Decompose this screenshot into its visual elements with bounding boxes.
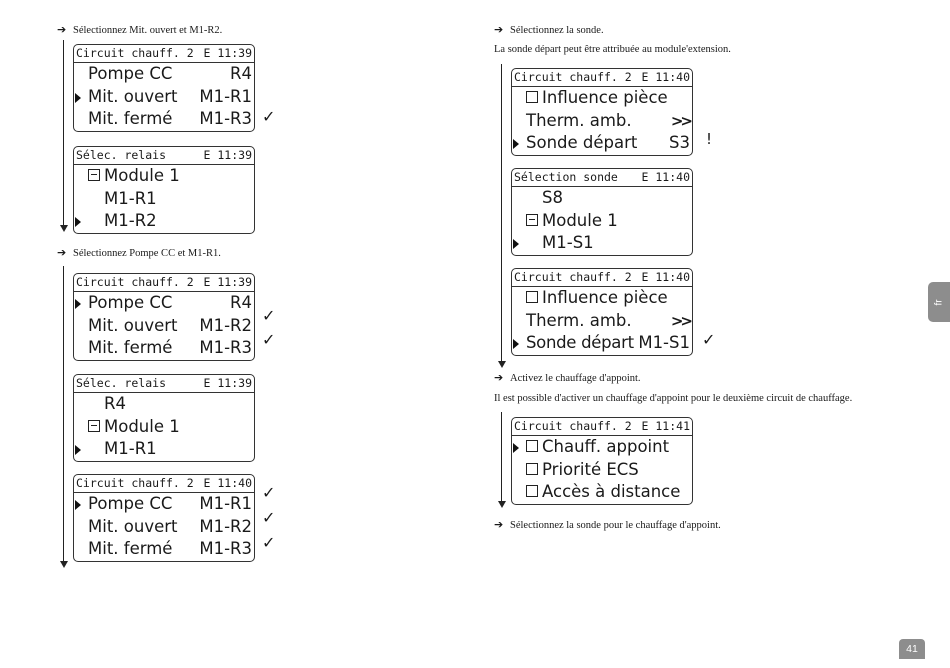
flow-arrow (501, 64, 502, 366)
instruction-4: ➔ Activez le chauffage d'appoint. (494, 371, 641, 384)
collapse-box-icon (526, 214, 538, 226)
screen-header: Circuit chauff. 2 E 11:41 (512, 418, 692, 436)
menu-row-selected: Sonde départ S3 (512, 132, 692, 155)
menu-row: Mit. fermé M1-R3 (88, 539, 252, 558)
checkbox-icon (526, 440, 538, 452)
collapse-box-icon (88, 420, 100, 432)
menu-row-selected: Sonde départ M1-S1 (512, 332, 692, 355)
note-1: La sonde départ peut être attribuée au module'extension. (494, 44, 731, 55)
screen-header: Sélec. relais E 11:39 (74, 147, 254, 165)
menu-row: Mit. ouvert M1-R2 (88, 516, 252, 536)
menu-row: Priorité ECS (512, 459, 692, 482)
menu-row: Therm. amb. >> (512, 310, 692, 333)
menu-row: Module 1 (74, 416, 254, 439)
menu-row: Influence pièce (512, 87, 692, 110)
display-screen-1 (73, 44, 255, 132)
menu-row: S8 (542, 188, 563, 207)
cursor-arrow-icon (75, 217, 81, 227)
checkbox-icon (526, 485, 538, 497)
flow-arrow (63, 266, 64, 566)
menu-row: Module 1 (74, 165, 254, 188)
instruction-3: ➔ Sélectionnez la sonde. (494, 23, 604, 36)
screen-header: Circuit chauff. 2 E 11:40 (74, 475, 254, 493)
display-screen-8 (511, 268, 693, 356)
display-screen-4 (73, 374, 255, 462)
arrow-right-icon: ➔ (57, 246, 67, 259)
warning-mark: ! (706, 130, 713, 148)
menu-row: Pompe CC R4 (88, 64, 252, 83)
cursor-arrow-icon (75, 299, 81, 309)
screen-header: Circuit chauff. 2 E 11:40 (512, 69, 692, 87)
display-screen-9 (511, 417, 693, 505)
menu-row-selected: Chauff. appoint (512, 436, 692, 459)
screen-header: Circuit chauff. 2 E 11:40 (512, 269, 692, 287)
menu-row-selected: Pompe CC R4 (74, 292, 254, 315)
page-number: 41 (899, 639, 925, 659)
arrow-right-icon: ➔ (494, 518, 504, 531)
menu-row-selected: Pompe CC M1-R1 (74, 493, 254, 516)
menu-row: Influence pièce (512, 287, 692, 310)
cursor-arrow-icon (513, 443, 519, 453)
checkmark-icon: ✓ (262, 483, 276, 502)
note-2: Il est possible d'activer un chauffage d'appoint pour le deuxième circuit de chauffage. (494, 393, 853, 404)
cursor-arrow-icon (75, 93, 81, 103)
instruction-5: ➔ Sélectionnez la sonde pour le chauffage d'appoint. (494, 518, 721, 531)
instruction-2: ➔ Sélectionnez Pompe CC et M1-R1. (57, 246, 221, 259)
cursor-arrow-icon (513, 239, 519, 249)
screen-header: Sélec. relais E 11:39 (74, 375, 254, 393)
display-screen-2 (73, 146, 255, 234)
display-screen-6 (511, 68, 693, 156)
menu-row: Mit. fermé M1-R3 (88, 109, 252, 128)
cursor-arrow-icon (513, 339, 519, 349)
screen-header: Sélection sonde E 11:40 (512, 169, 692, 187)
flow-arrow (501, 412, 502, 506)
menu-row: M1-R1 (104, 188, 157, 208)
display-screen-7 (511, 168, 693, 256)
screen-header: Circuit chauff. 2 E 11:39 (74, 274, 254, 292)
checkmark-icon: ✓ (262, 533, 276, 552)
double-chevron-icon: >> (670, 111, 690, 130)
instruction-1: ➔ Sélectionnez Mit. ouvert et M1-R2. (57, 23, 223, 36)
cursor-arrow-icon (75, 500, 81, 510)
menu-row: Module 1 (512, 210, 692, 233)
checkbox-icon (526, 463, 538, 475)
checkmark-icon: ✓ (262, 508, 276, 527)
display-screen-5 (73, 474, 255, 562)
collapse-box-icon (88, 169, 100, 181)
menu-row-selected: M1-R2 (74, 210, 254, 233)
arrow-right-icon: ➔ (57, 23, 67, 36)
checkmark-icon: ✓ (262, 107, 276, 126)
double-chevron-icon: >> (670, 311, 690, 330)
checkbox-icon (526, 291, 538, 303)
checkmark-icon: ✓ (262, 330, 276, 349)
display-screen-3 (73, 273, 255, 361)
cursor-arrow-icon (75, 445, 81, 455)
menu-row: Accès à distance (512, 481, 692, 504)
language-tab: fr (928, 282, 950, 322)
menu-row: R4 (104, 394, 126, 413)
menu-row-selected: M1-R1 (74, 438, 254, 461)
menu-row: Mit. fermé M1-R3 (88, 338, 252, 357)
menu-row: Therm. amb. >> (512, 110, 692, 133)
screen-header: Circuit chauff. 2 E 11:39 (74, 45, 254, 63)
cursor-arrow-icon (513, 139, 519, 149)
flow-arrow (63, 40, 64, 230)
checkmark-icon: ✓ (702, 330, 716, 349)
menu-row: Mit. ouvert M1-R2 (88, 315, 252, 335)
menu-row-selected: Mit. ouvert M1-R1 (74, 86, 254, 109)
checkbox-icon (526, 91, 538, 103)
arrow-right-icon: ➔ (494, 371, 504, 384)
checkmark-icon: ✓ (262, 306, 276, 325)
arrow-right-icon: ➔ (494, 23, 504, 36)
menu-row-selected: M1-S1 (512, 232, 692, 255)
